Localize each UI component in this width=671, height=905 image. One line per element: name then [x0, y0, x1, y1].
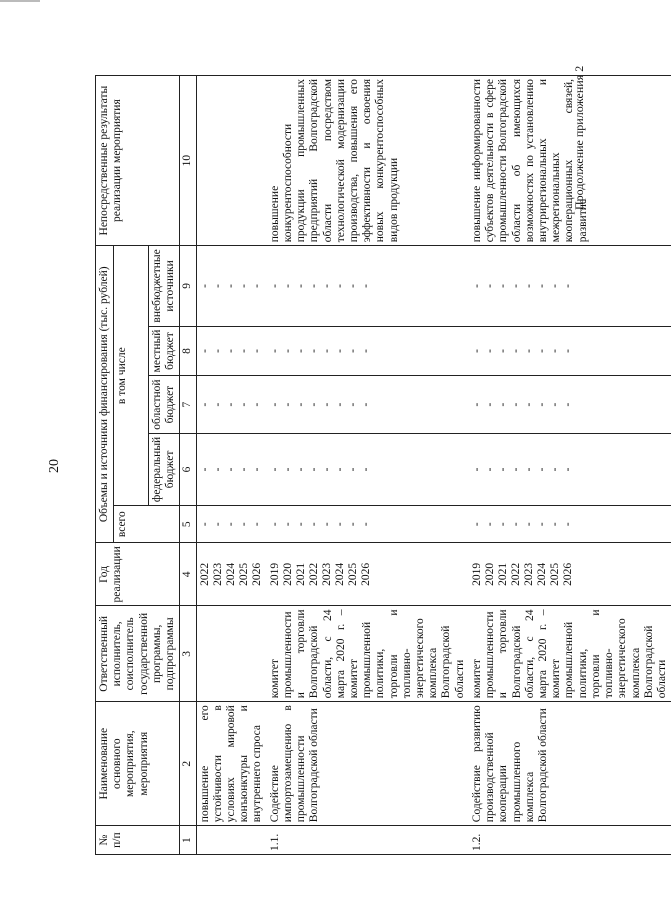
year-value: 2024: [333, 562, 346, 586]
dash-value: -: [307, 522, 320, 527]
year-value: 2025: [548, 562, 561, 586]
header-local: местный бюджет: [148, 326, 179, 376]
table-row: [469, 76, 671, 855]
dash-value: -: [346, 402, 359, 407]
year-value: 2026: [250, 562, 263, 586]
dash-value: -: [237, 522, 250, 527]
local-values: [469, 326, 671, 376]
dash-value: -: [509, 349, 522, 353]
dash-value: -: [346, 284, 359, 288]
column-number: 2: [180, 702, 196, 826]
dash-value: -: [509, 522, 522, 527]
dash-value: -: [359, 349, 372, 353]
column-number: 8: [180, 326, 196, 376]
total-values: [469, 506, 671, 543]
dash-value: -: [470, 467, 483, 472]
dash-value: -: [483, 402, 496, 407]
dash-value: -: [509, 402, 522, 407]
year-value: 2020: [483, 562, 496, 586]
table-row: [196, 76, 267, 855]
responsible-executor: комитет промышленности и торговли Волгоградской области, с 24 марта 2020 г. – комитет промышленной политики, торговли и топливно-энергетического комплекса Волгоградской области: [267, 606, 469, 702]
dash-value: -: [359, 467, 372, 472]
dash-value: -: [198, 522, 211, 527]
dash-value: -: [281, 402, 294, 407]
column-number-row: [180, 76, 196, 855]
dash-value: -: [346, 522, 359, 527]
dash-value: -: [224, 467, 237, 472]
header-incl: в том числе: [114, 246, 149, 506]
dash-value: -: [320, 467, 333, 472]
dash-value: -: [548, 402, 561, 407]
dash-value: -: [483, 284, 496, 288]
dash-value: -: [211, 467, 224, 472]
dash-value: -: [535, 284, 548, 288]
dash-value: -: [281, 284, 294, 288]
year-value: 2025: [346, 562, 359, 586]
dash-value: -: [483, 467, 496, 472]
dash-value: -: [294, 284, 307, 288]
dash-value: -: [237, 467, 250, 472]
dash-value: -: [522, 349, 535, 353]
dash-value: -: [237, 349, 250, 353]
extra-values: [469, 246, 671, 326]
header-regional: областной бюджет: [148, 376, 179, 433]
dash-value: -: [320, 349, 333, 353]
dash-value: -: [522, 402, 535, 407]
dash-value: -: [333, 284, 346, 288]
result-text: [196, 76, 267, 246]
year-value: 2025: [237, 562, 250, 586]
year-value: 2024: [535, 562, 548, 586]
dash-value: -: [346, 349, 359, 353]
column-number: 4: [180, 543, 196, 606]
result-text: повышение конкурентоспособности продукции промышленных предприятий Волгоградской области посредством технологической модернизации производства, повышения его эффективности и освоения новых конкурентоспособных видов продукции: [267, 76, 469, 246]
header-extra: внебюджетные источники: [148, 246, 179, 326]
years-cell: [196, 543, 267, 606]
year-value: 2023: [522, 562, 535, 586]
federal-values: [196, 433, 267, 505]
year-value: 2024: [224, 562, 237, 586]
dash-value: -: [320, 402, 333, 407]
responsible-executor: [196, 606, 267, 702]
dash-value: -: [307, 467, 320, 472]
dash-value: -: [535, 349, 548, 353]
federal-values: [267, 433, 469, 505]
years-cell: [267, 543, 469, 606]
dash-value: -: [224, 284, 237, 288]
header-name: Наименование основного мероприятия, мероприятия: [96, 702, 180, 826]
year-value: 2020: [281, 562, 294, 586]
dash-value: -: [198, 467, 211, 472]
extra-values: [196, 246, 267, 326]
year-value: 2022: [198, 562, 211, 586]
dash-value: -: [294, 402, 307, 407]
dash-value: -: [522, 522, 535, 527]
dash-value: -: [359, 402, 372, 407]
dash-value: -: [307, 402, 320, 407]
header-num: № п/п: [96, 826, 180, 855]
year-value: 2026: [359, 562, 372, 586]
dash-value: -: [359, 522, 372, 527]
column-number: 3: [180, 606, 196, 702]
column-number: 6: [180, 433, 196, 505]
header-volumes: Объемы и источники финансирования (тыс. рублей): [96, 246, 114, 543]
dash-value: -: [307, 284, 320, 288]
years-cell: [469, 543, 671, 606]
dash-value: -: [250, 284, 263, 288]
column-number: 1: [180, 826, 196, 855]
dash-value: -: [281, 467, 294, 472]
header-total: всего: [114, 506, 180, 543]
year-value: 2022: [509, 562, 522, 586]
table-body: [196, 76, 671, 855]
dash-value: -: [470, 349, 483, 353]
dash-value: -: [268, 467, 281, 472]
scan-mark: [0, 0, 40, 2]
year-value: 2023: [211, 562, 224, 586]
dash-value: -: [250, 402, 263, 407]
dash-value: -: [496, 402, 509, 407]
dash-value: -: [281, 349, 294, 353]
dash-value: -: [211, 284, 224, 288]
dash-value: -: [359, 284, 372, 288]
total-values: [196, 506, 267, 543]
dash-value: -: [294, 349, 307, 353]
dash-value: -: [237, 284, 250, 288]
year-value: 2023: [320, 562, 333, 586]
local-values: [267, 326, 469, 376]
measure-name: Содействие импортозамещению в промышленности Волгоградской области: [267, 702, 469, 826]
dash-value: -: [320, 522, 333, 527]
header-federal: федеральный бюджет: [148, 433, 179, 505]
dash-value: -: [198, 402, 211, 407]
dash-value: -: [561, 349, 574, 353]
dash-value: -: [237, 402, 250, 407]
dash-value: -: [535, 467, 548, 472]
dash-value: -: [333, 467, 346, 472]
measure-name: Содействие развитию производственной кооперации промышленного комплекса Волгоградской области: [469, 702, 671, 826]
dash-value: -: [561, 467, 574, 472]
dash-value: -: [294, 467, 307, 472]
dash-value: -: [211, 522, 224, 527]
column-number: 7: [180, 376, 196, 433]
row-number: 1.1.: [267, 826, 469, 855]
dash-value: -: [548, 349, 561, 353]
dash-value: -: [470, 284, 483, 288]
dash-value: -: [548, 467, 561, 472]
appendix-continuation-label: Продолжение приложения 2: [572, 65, 586, 210]
dash-value: -: [522, 284, 535, 288]
local-values: [196, 326, 267, 376]
dash-value: -: [211, 402, 224, 407]
header-year: Год реализации: [96, 543, 180, 606]
dash-value: -: [535, 522, 548, 527]
header-results: Непосредственные результаты реализации мероприятия: [96, 76, 180, 246]
dash-value: -: [548, 284, 561, 288]
dash-value: -: [548, 522, 561, 527]
dash-value: -: [250, 522, 263, 527]
dash-value: -: [483, 522, 496, 527]
responsible-executor: комитет промышленности и торговли Волгоградской области, с 24 марта 2020 г. – комитет промышленной политики, торговли и топливно-энергетического комплекса Волгоградской области: [469, 606, 671, 702]
extra-values: [267, 246, 469, 326]
dash-value: -: [198, 284, 211, 288]
dash-value: -: [320, 284, 333, 288]
dash-value: -: [561, 522, 574, 527]
measure-name: повышение его устойчивости в условиях мировой конъюнктуры и внутреннего спроса: [196, 702, 267, 826]
year-value: 2019: [268, 562, 281, 586]
financing-table: [95, 75, 671, 855]
column-number: 5: [180, 506, 196, 543]
dash-value: -: [268, 284, 281, 288]
dash-value: -: [509, 284, 522, 288]
column-number: 10: [180, 76, 196, 246]
year-value: 2021: [294, 562, 307, 586]
header-responsible: Ответственный исполнитель, соисполнитель государственной программы, подпрограммы: [96, 606, 180, 702]
dash-value: -: [496, 349, 509, 353]
row-number: [196, 826, 267, 855]
dash-value: -: [333, 522, 346, 527]
dash-value: -: [509, 467, 522, 472]
dash-value: -: [268, 522, 281, 527]
dash-value: -: [346, 467, 359, 472]
dash-value: -: [268, 349, 281, 353]
dash-value: -: [522, 467, 535, 472]
dash-value: -: [250, 349, 263, 353]
dash-value: -: [333, 402, 346, 407]
dash-value: -: [211, 349, 224, 353]
dash-value: -: [496, 467, 509, 472]
year-value: 2019: [470, 562, 483, 586]
year-value: 2022: [307, 562, 320, 586]
dash-value: -: [561, 284, 574, 288]
column-number: 9: [180, 246, 196, 326]
dash-value: -: [535, 402, 548, 407]
table-row: [267, 76, 469, 855]
dash-value: -: [224, 349, 237, 353]
dash-value: -: [250, 467, 263, 472]
year-value: 2026: [561, 562, 574, 586]
dash-value: -: [224, 522, 237, 527]
regional-values: [267, 376, 469, 433]
dash-value: -: [496, 284, 509, 288]
regional-values: [196, 376, 267, 433]
dash-value: -: [294, 522, 307, 527]
total-values: [267, 506, 469, 543]
result-text: повышение информированности субъектов деятельности в сфере промышленности Волгоградской области об имеющихся возможностях по установлению внутрирегиональных и межрегиональных кооперационных связей, развитие: [469, 76, 671, 246]
dash-value: -: [198, 349, 211, 353]
dash-value: -: [268, 402, 281, 407]
dash-value: -: [307, 349, 320, 353]
year-value: 2021: [496, 562, 509, 586]
dash-value: -: [470, 402, 483, 407]
regional-values: [469, 376, 671, 433]
page-number: 20: [47, 459, 62, 473]
row-number: 1.2.: [469, 826, 671, 855]
dash-value: -: [561, 402, 574, 407]
federal-values: [469, 433, 671, 505]
dash-value: -: [483, 349, 496, 353]
dash-value: -: [496, 522, 509, 527]
dash-value: -: [224, 402, 237, 407]
dash-value: -: [281, 522, 294, 527]
dash-value: -: [470, 522, 483, 527]
dash-value: -: [333, 349, 346, 353]
